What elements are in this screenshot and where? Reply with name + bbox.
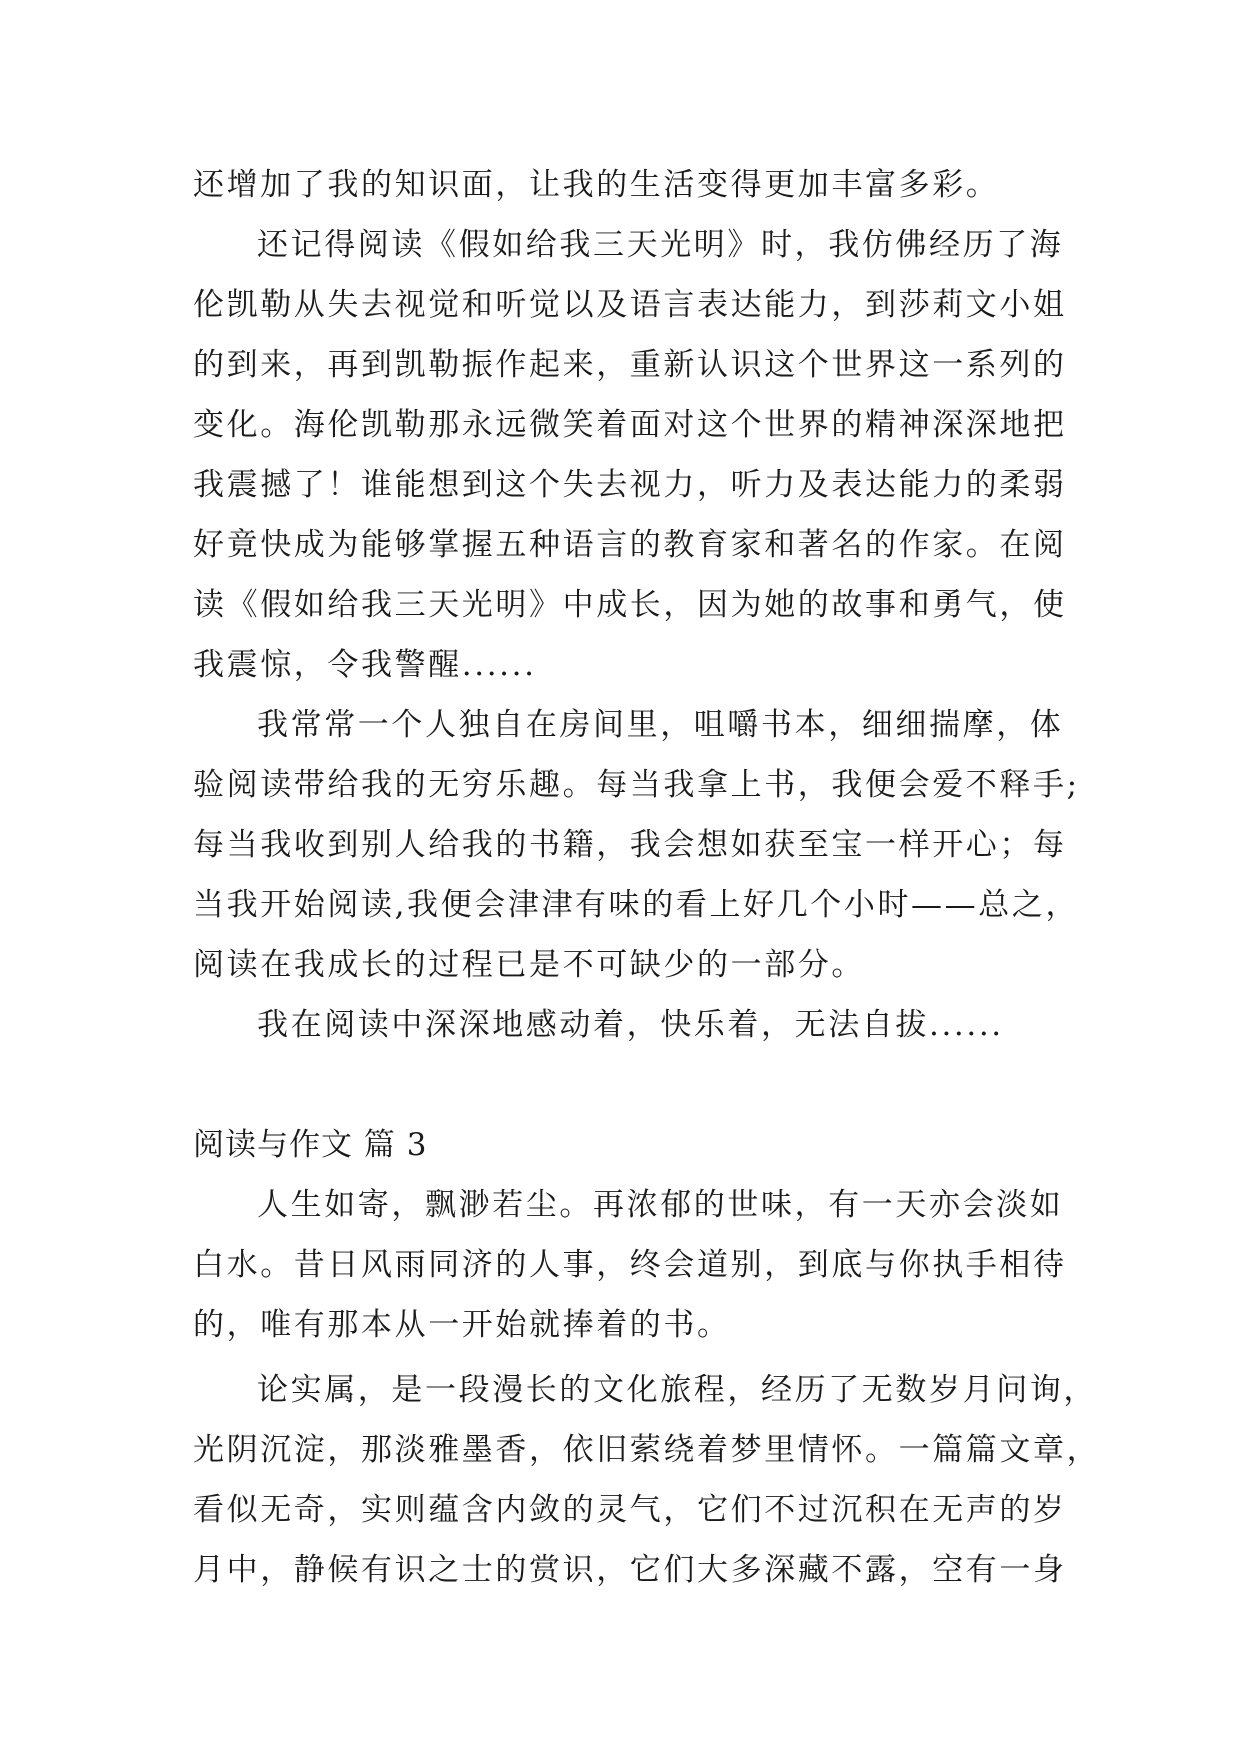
section-heading: 阅读与作文 篇 3 [193,1127,428,1163]
text-line: 光阴沉淀，那淡雅墨香，依旧萦绕着梦里情怀。一篇篇文章， [193,1432,1101,1468]
text-line: 月中，静候有识之士的赏识，它们大多深藏不露，空有一身 [193,1552,1067,1588]
text-line: 变化。海伦凯勒那永远微笑着面对这个世界的精神深深地把 [193,407,1067,443]
paragraph-first-line: 我在阅读中深深地感动着，快乐着，无法自拔...... [257,1007,1004,1043]
text-line: 伦凯勒从失去视觉和听觉以及语言表达能力，到莎莉文小姐 [193,287,1067,323]
text-line: 当我开始阅读,我便会津津有味的看上好几个小时——总之， [193,887,1080,923]
text-line: 读《假如给我三天光明》中成长，因为她的故事和勇气，使 [193,587,1067,623]
text-line: 我震撼了！谁能想到这个失去视力，听力及表达能力的柔弱 [193,467,1067,503]
text-line: 阅读在我成长的过程已是不可缺少的一部分。 [193,947,865,983]
text-line: 看似无奇，实则蕴含内敛的灵气，它们不过沉积在无声的岁 [193,1492,1067,1528]
paragraph-first-line: 我常常一个人独自在房间里，咀嚼书本，细细揣摩，体 [257,707,1064,743]
text-line: 的到来，再到凯勒振作起来，重新认识这个世界这一系列的 [193,347,1067,383]
paragraph-first-line: 人生如寄，飘渺若尘。再浓郁的世味，有一天亦会淡如 [257,1187,1064,1223]
paragraph-first-line: 还记得阅读《假如给我三天光明》时，我仿佛经历了海 [257,227,1064,263]
text-line: 白水。昔日风雨同济的人事，终会道别，到底与你执手相待 [193,1247,1067,1283]
text-line: 的，唯有那本从一开始就捧着的书。 [193,1307,731,1343]
text-line: 还增加了我的知识面，让我的生活变得更加丰富多彩。 [193,167,1000,203]
text-line: 好竟快成为能够掌握五种语言的教育家和著名的作家。在阅 [193,527,1067,563]
text-line: 每当我收到别人给我的书籍，我会想如获至宝一样开心；每 [193,827,1067,863]
paragraph-first-line: 论实属，是一段漫长的文化旅程，经历了无数岁月问询， [257,1372,1097,1408]
text-line: 验阅读带给我的无穷乐趣。每当我拿上书，我便会爱不释手; [193,767,1080,803]
text-line: 我震惊，令我警醒...... [193,647,537,683]
